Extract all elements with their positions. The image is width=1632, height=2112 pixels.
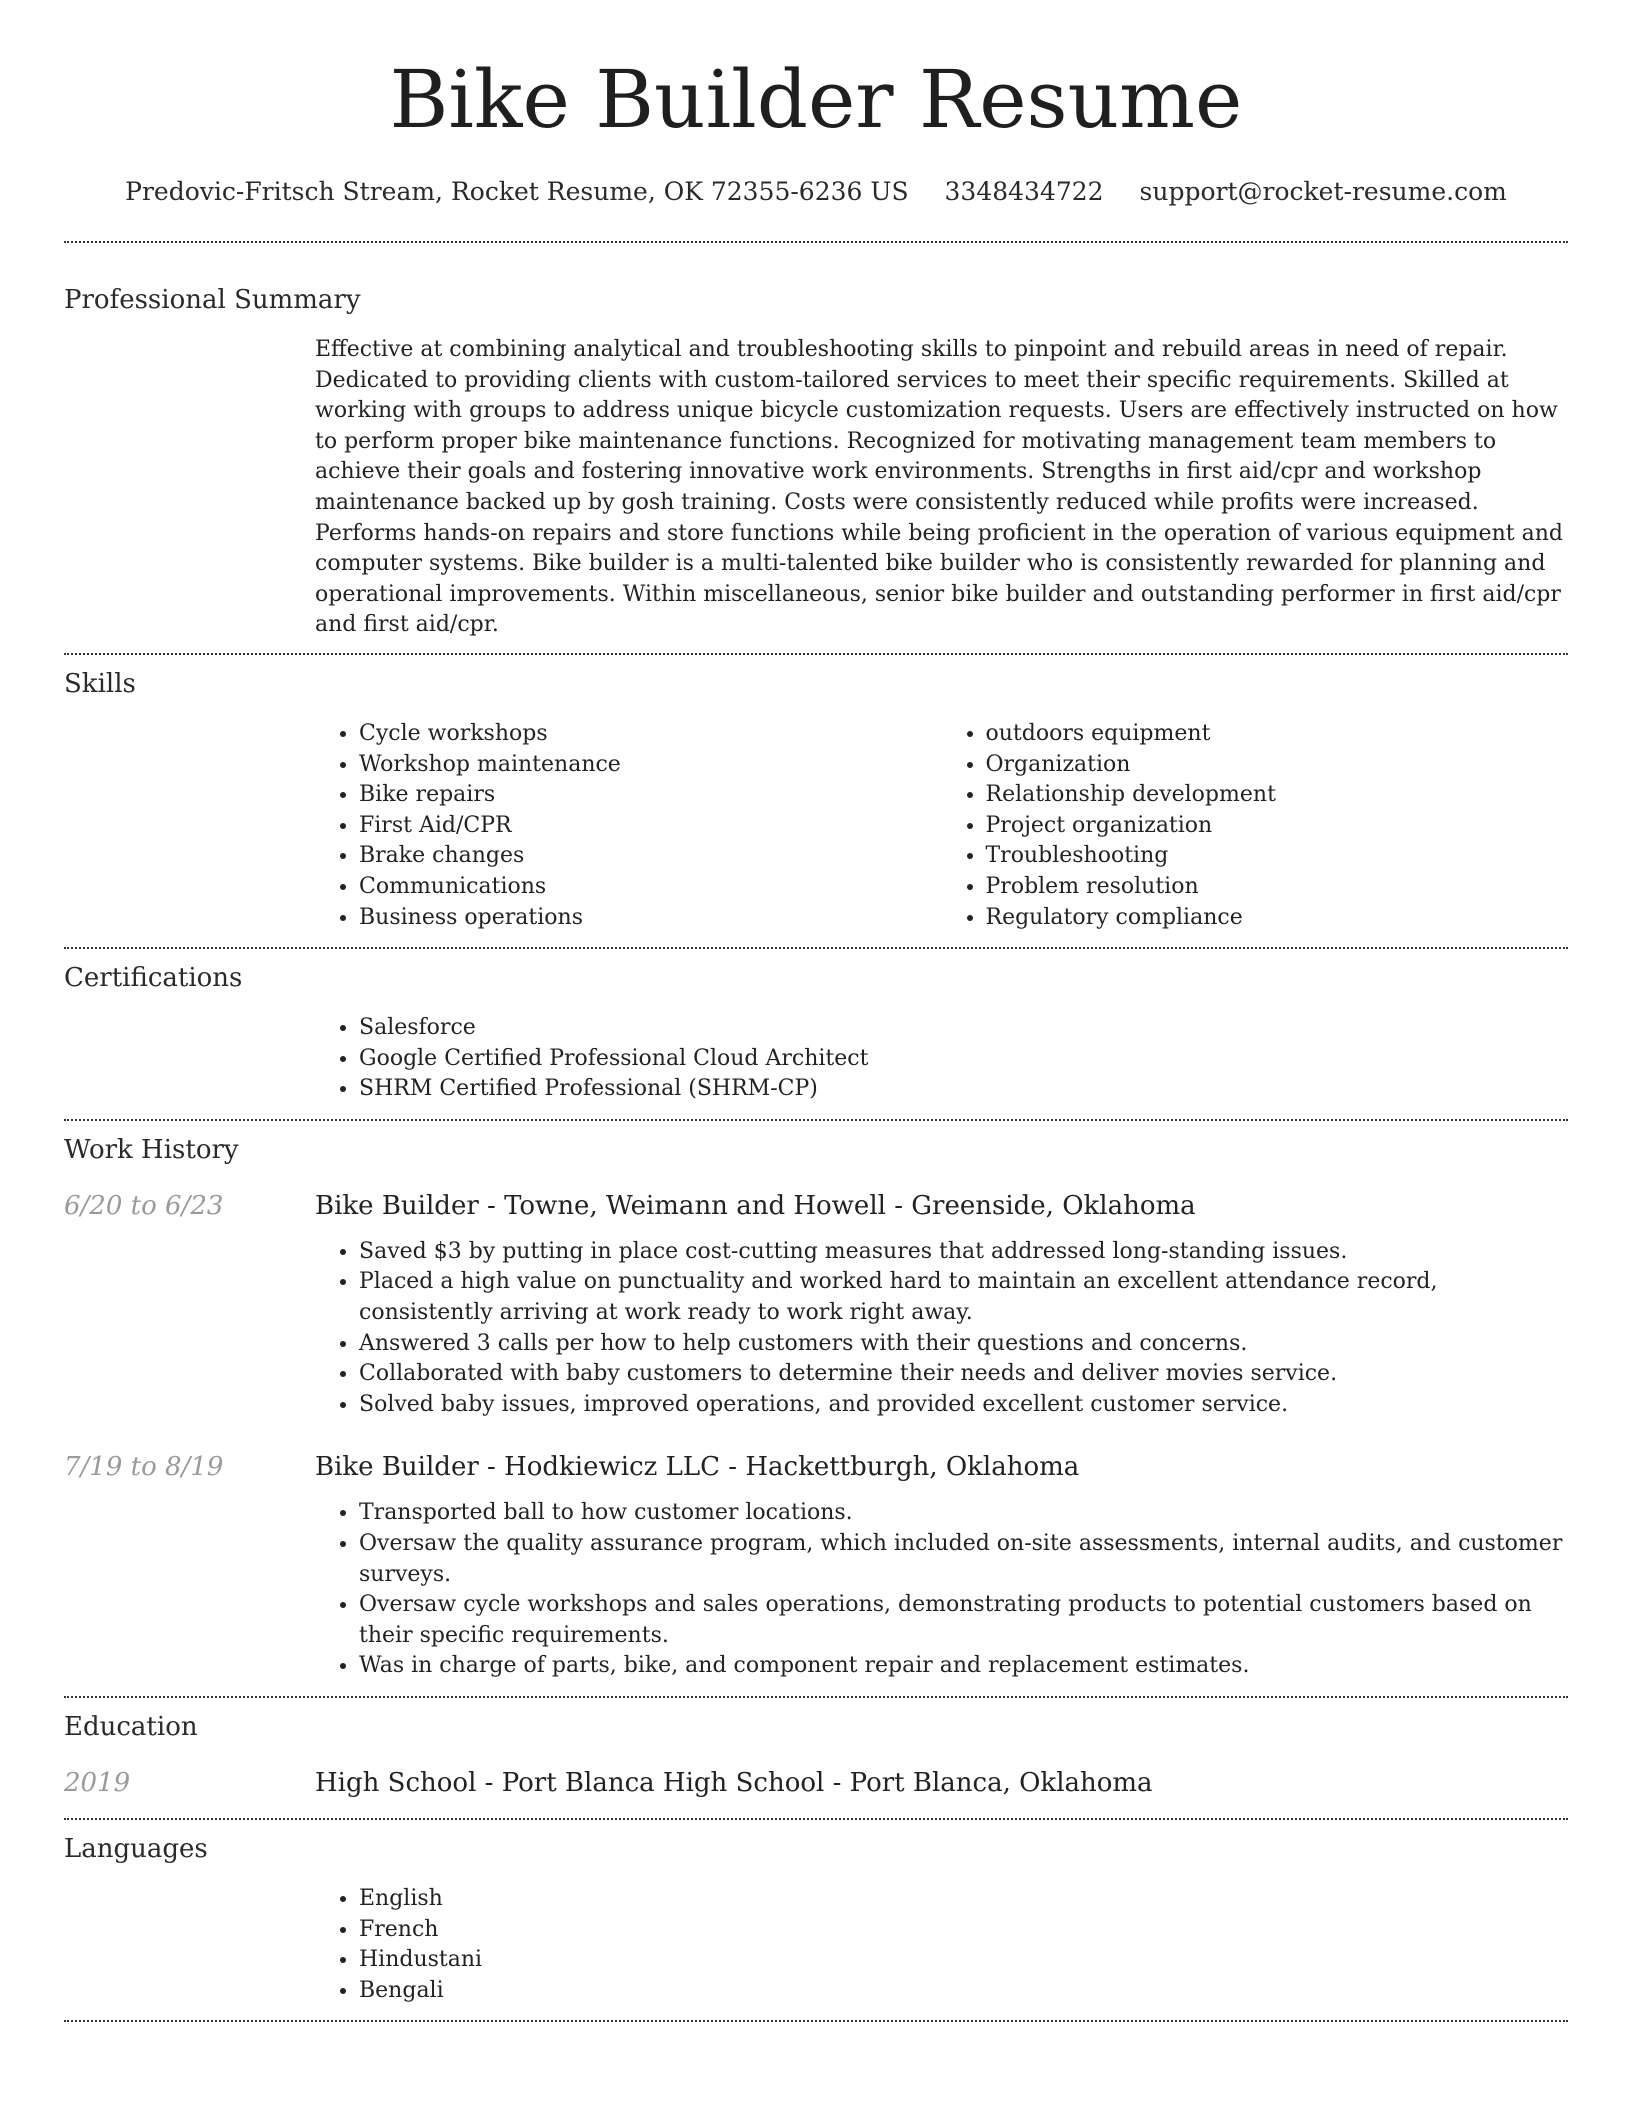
work-history-section — [64, 1121, 1568, 1682]
job-bullet: • Solved baby issues, improved operations, and provided excellent customer service. — [359, 1390, 1568, 1421]
contact-phone: 3348434722 — [944, 177, 1104, 206]
skill-item: • outdoors equipment — [986, 719, 1569, 750]
skill-item: • Regulatory compliance — [986, 903, 1569, 934]
skills-section — [64, 655, 1568, 933]
education-heading: Education — [64, 1712, 198, 1742]
resume-page — [64, 0, 1568, 2022]
job-bullet: • Collaborated with baby customers to determine their needs and deliver movies service. — [359, 1359, 1568, 1390]
skill-item: • Communications — [359, 872, 942, 903]
skill-item: • Problem resolution — [986, 872, 1569, 903]
skill-item: • Brake changes — [359, 841, 942, 872]
skills-heading: Skills — [64, 668, 136, 699]
certifications-list — [315, 1013, 1568, 1105]
certification-item: • SHRM Certified Professional (SHRM-CP) — [359, 1074, 1568, 1105]
skill-item: • First Aid/CPR — [359, 811, 942, 842]
job-bullet: • Was in charge of parts, bike, and component repair and replacement estimates. — [359, 1651, 1568, 1682]
certification-item: • Google Certified Professional Cloud Architect — [359, 1044, 1568, 1075]
certifications-heading: Certifications — [64, 963, 243, 994]
language-item: • English — [359, 1884, 1568, 1915]
certification-item: • Salesforce — [359, 1013, 1568, 1044]
contact-email: support@rocket-resume.com — [1139, 177, 1507, 206]
job-bullet: • Oversaw cycle workshops and sales operations, demonstrating products to potential customers based on their specific requirements. — [359, 1590, 1568, 1651]
work-history-heading: Work History — [64, 1134, 239, 1165]
summary-section — [64, 243, 1568, 641]
languages-section — [64, 1820, 1568, 2006]
skill-item: • Troubleshooting — [986, 841, 1569, 872]
skill-item: • Cycle workshops — [359, 719, 942, 750]
contact-line — [64, 176, 1568, 208]
skill-item: • Workshop maintenance — [359, 750, 942, 781]
job-entry — [64, 1189, 1568, 1421]
job-bullets — [315, 1498, 1568, 1682]
divider — [64, 2020, 1568, 2022]
language-item: • French — [359, 1915, 1568, 1946]
summary-text: Effective at combining analytical and troubleshooting skills to pinpoint and rebuild areas in need of repair. Dedicated to providing clients with custom-tailored services to meet their specific requirements. Skilled at working with groups to address unique bicycle customization requests. Users are effectively instructed on how to perform proper bike maintenance functions. Recognized for motivating management team members to achieve their goals and fostering innovative work environments. Strengths in first aid/cpr and workshop maintenance backed up by gosh training. Costs were consistently reduced while profits were increased. Performs hands-on repairs and store functions while being proficient in the operation of various equipment and computer systems. Bike builder is a multi-talented bike builder who is consistently rewarded for planning and operational improvements. Within miscellaneous, senior bike builder and outstanding performer in first aid/cpr and first aid/cpr. — [315, 337, 1563, 638]
job-dates: 6/20 to 6/23 — [64, 1190, 224, 1221]
skill-item: • Project organization — [986, 811, 1569, 842]
language-item: • Bengali — [359, 1976, 1568, 2007]
job-title: Bike Builder - Hodkiewicz LLC - Hackettburgh, Oklahoma — [315, 1452, 1080, 1483]
languages-list — [315, 1884, 1568, 2006]
languages-heading: Languages — [64, 1834, 208, 1864]
education-year: 2019 — [64, 1768, 131, 1798]
job-entry — [64, 1450, 1568, 1682]
language-item: • Hindustani — [359, 1945, 1568, 1976]
job-dates: 7/19 to 8/19 — [64, 1452, 224, 1483]
page-title: Bike Builder Resume — [389, 53, 1243, 146]
job-bullet: • Placed a high value on punctuality and worked hard to maintain an excellent attendance record, consistently arriving at work ready to work right away. — [359, 1267, 1568, 1328]
skill-item: • Relationship development — [986, 780, 1569, 811]
education-entry: High School - Port Blanca High School - Port Blanca, Oklahoma — [315, 1768, 1153, 1798]
education-section — [64, 1698, 1568, 1800]
skill-item: • Business operations — [359, 903, 942, 934]
skill-item: • Organization — [986, 750, 1569, 781]
job-bullets — [315, 1237, 1568, 1421]
skill-item: • Bike repairs — [359, 780, 942, 811]
summary-heading: Professional Summary — [64, 285, 361, 315]
job-bullet: • Answered 3 calls per how to help customers with their questions and concerns. — [359, 1329, 1568, 1360]
job-bullet: • Oversaw the quality assurance program, which included on-site assessments, internal audits, and customer surveys. — [359, 1529, 1568, 1590]
job-bullet: • Saved $3 by putting in place cost-cutting measures that addressed long-standing issues. — [359, 1237, 1568, 1268]
job-title: Bike Builder - Towne, Weimann and Howell - Greenside, Oklahoma — [315, 1190, 1196, 1221]
certifications-section — [64, 949, 1568, 1105]
job-bullet: • Transported ball to how customer locations. — [359, 1498, 1568, 1529]
skills-list-left — [315, 719, 942, 933]
contact-address: Predovic-Fritsch Stream, Rocket Resume, OK 72355-6236 US — [125, 177, 909, 206]
skills-list-right — [942, 719, 1569, 933]
